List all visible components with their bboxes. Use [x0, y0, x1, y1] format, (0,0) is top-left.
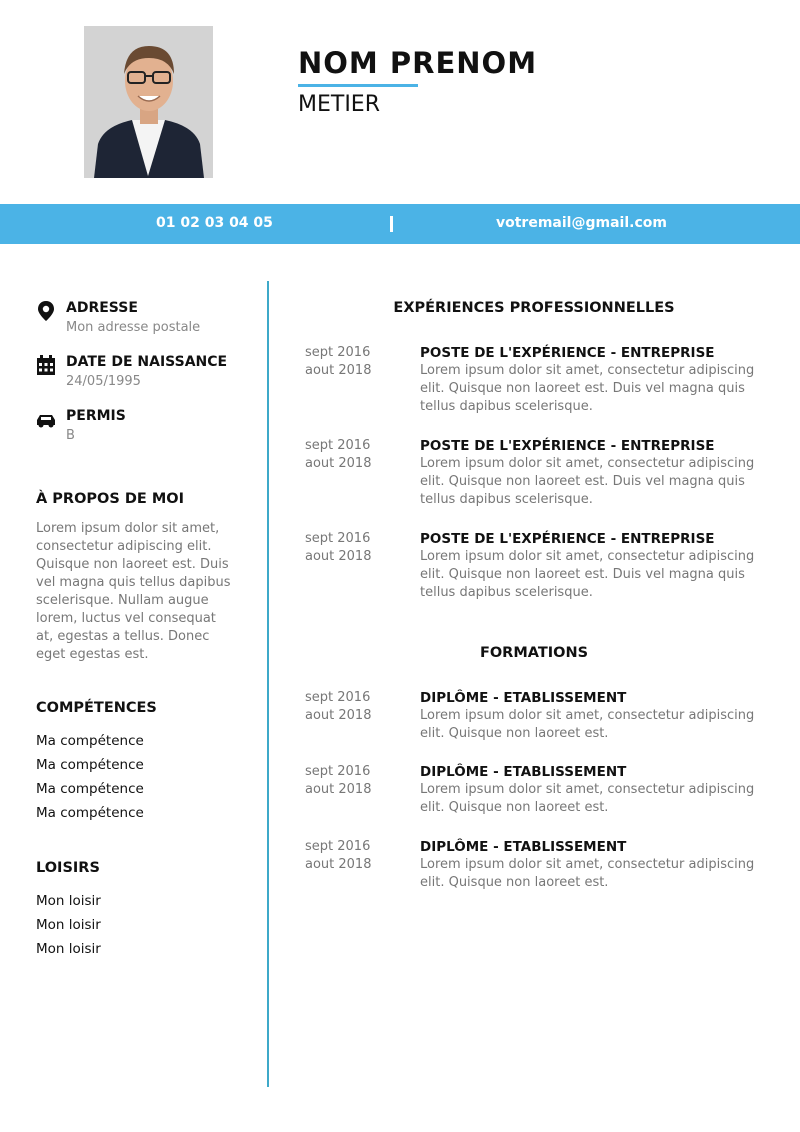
- info-value: Mon adresse postale: [66, 320, 201, 335]
- map-pin-icon: [36, 300, 56, 322]
- entry-start-date: sept 2016: [305, 438, 371, 453]
- info-value: B: [66, 428, 75, 443]
- formations-title: FORMATIONS: [479, 645, 589, 661]
- entry-title: DIPLÔME - ETABLISSEMENT: [420, 690, 627, 706]
- entry-dates: [305, 763, 405, 799]
- info-value: 24/05/1995: [66, 374, 141, 389]
- info-label: DATE DE NAISSANCE: [66, 354, 228, 370]
- entry-dates: [305, 437, 405, 473]
- entry-end-date: aout 2018: [305, 857, 372, 872]
- entry-end-date: aout 2018: [305, 549, 372, 564]
- entry-end-date: aout 2018: [305, 708, 372, 723]
- job-title: METIER: [298, 92, 380, 117]
- info-label: ADRESSE: [66, 300, 138, 316]
- about-title: À PROPOS DE MOI: [36, 491, 184, 507]
- phone-number[interactable]: 01 02 03 04 05: [156, 215, 273, 231]
- name-underline: [298, 84, 418, 87]
- entry-title: POSTE DE L'EXPÉRIENCE - ENTREPRISE: [420, 531, 715, 547]
- entry-description: Lorem ipsum dolor sit amet, consectetur adipiscing elit. Quisque non laoreet est.: [420, 782, 755, 815]
- entry-description: Lorem ipsum dolor sit amet, consectetur adipiscing elit. Quisque non laoreet est. Duis vel magna quis tellus dapibus scelerisque.: [420, 456, 755, 507]
- skills-list: [36, 731, 144, 827]
- entry-description: Lorem ipsum dolor sit amet, consectetur adipiscing elit. Quisque non laoreet est. Duis vel magna quis tellus dapibus scelerisque.: [420, 549, 755, 600]
- skill-item: Ma compétence: [36, 757, 144, 773]
- entry-title: POSTE DE L'EXPÉRIENCE - ENTREPRISE: [420, 438, 715, 454]
- skills-title: COMPÉTENCES: [36, 700, 157, 716]
- entry-end-date: aout 2018: [305, 456, 372, 471]
- entry-end-date: aout 2018: [305, 363, 372, 378]
- contact-separator: [390, 216, 393, 232]
- entry-start-date: sept 2016: [305, 531, 371, 546]
- entry-dates: [305, 838, 405, 874]
- hobby-item: Mon loisir: [36, 917, 101, 933]
- hobby-item: Mon loisir: [36, 941, 101, 957]
- person-name: NOM PRENOM: [298, 46, 538, 80]
- entry-dates: [305, 344, 405, 380]
- car-icon: [36, 408, 56, 430]
- hobby-item: Mon loisir: [36, 893, 101, 909]
- column-divider: [267, 281, 269, 1087]
- contact-bar: [0, 204, 800, 244]
- entry-description: Lorem ipsum dolor sit amet, consectetur adipiscing elit. Quisque non laoreet est. Duis vel magna quis tellus dapibus scelerisque.: [420, 363, 755, 414]
- entry-start-date: sept 2016: [305, 345, 371, 360]
- calendar-icon: [36, 354, 56, 376]
- skill-item: Ma compétence: [36, 781, 144, 797]
- info-label: PERMIS: [66, 408, 126, 424]
- about-text: Lorem ipsum dolor sit amet, consectetur adipiscing elit. Quisque non laoreet est. Duis vel magna quis tellus dapibus scelerisque. Nullam augue lorem, luctus vel consequat at, egestas a tellus. Donec eget egestas est.: [36, 521, 231, 662]
- hobbies-list: [36, 891, 101, 963]
- experiences-title: EXPÉRIENCES PROFESSIONNELLES: [393, 300, 675, 316]
- entry-start-date: sept 2016: [305, 690, 371, 705]
- entry-start-date: sept 2016: [305, 839, 371, 854]
- entry-description: Lorem ipsum dolor sit amet, consectetur adipiscing elit. Quisque non laoreet est.: [420, 708, 755, 741]
- entry-title: DIPLÔME - ETABLISSEMENT: [420, 839, 627, 855]
- skill-item: Ma compétence: [36, 805, 144, 821]
- hobbies-title: LOISIRS: [36, 860, 100, 876]
- entry-title: POSTE DE L'EXPÉRIENCE - ENTREPRISE: [420, 345, 715, 361]
- entry-dates: [305, 689, 405, 725]
- entry-dates: [305, 530, 405, 566]
- entry-end-date: aout 2018: [305, 782, 372, 797]
- email-address[interactable]: votremail@gmail.com: [496, 215, 667, 231]
- entry-description: Lorem ipsum dolor sit amet, consectetur adipiscing elit. Quisque non laoreet est.: [420, 857, 755, 890]
- entry-title: DIPLÔME - ETABLISSEMENT: [420, 764, 627, 780]
- entry-start-date: sept 2016: [305, 764, 371, 779]
- profile-photo: [84, 26, 213, 178]
- skill-item: Ma compétence: [36, 733, 144, 749]
